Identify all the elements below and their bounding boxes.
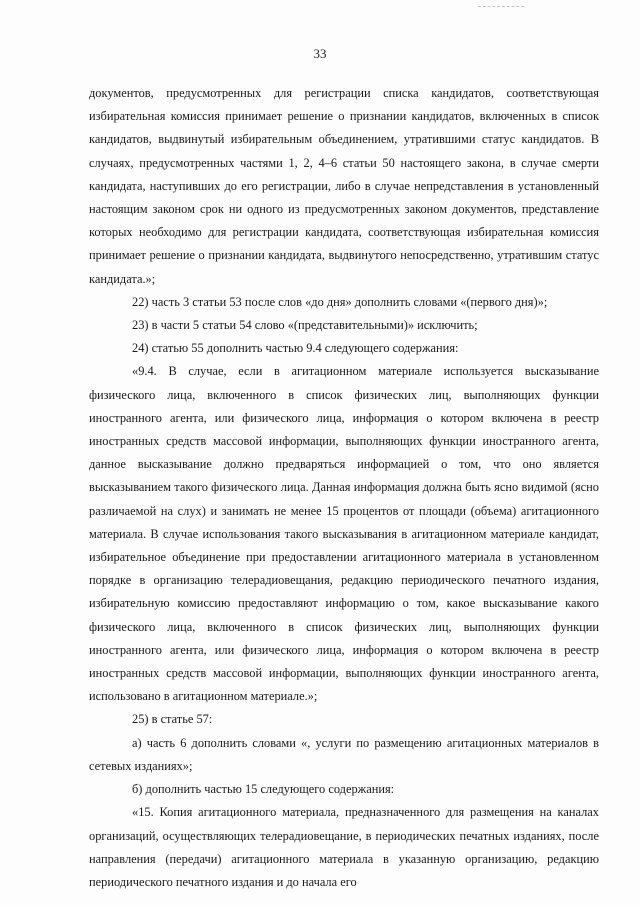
document-body [89,82,599,894]
page-number: 33 [313,46,327,61]
paragraph-section-9-4: «9.4. В случае, если в агитационном материале используется высказывание физического лица, включенного в список физических лиц, выполняющих функции иностранного агента, или физического лица, информация о котором включена в реестр иностранных средств массовой информации, выполняющих функции иностранного агента, данное высказывание должно предваряться информацией о том, что оно является высказыванием такого физического лица. Данная информация должна быть ясно видимой (ясно различаемой на слух) и занимать не менее 15 процентов от площади (объема) агитационного материала. В случае использования такого высказывания в агитационном материале кандидат, избирательное объединение при предоставлении агитационного материала в установленном порядке в организацию телерадиовещания, редакцию периодического печатного издания, избирательную комиссию предоставляют информацию о том, какое высказывание какого физического лица, включенного в список физических лиц, выполняющих функции иностранного агента, или физического лица, информация о котором включена в реестр иностранных средств массовой информации, выполняющих функции иностранного агента, использовано в агитационном материале.»; [89,364,599,704]
paragraph-section-15: «15. Копия агитационного материала, предназначенного для размещения на каналах организаций, осуществляющих телерадиовещание, в периодических печатных изданиях, после направления (передачи) агитационного материала в указанную организацию, редакцию периодического печатного издания и до начала его [89,805,599,889]
paragraph-item-25: 25) в статье 57: [132,712,213,727]
paragraph-item-24: 24) статью 55 дополнить частью 9.4 следующего содержания: [132,341,459,356]
paragraph-continuation: документов, предусмотренных для регистрации списка кандидатов, соответствующая избирательная комиссия принимает решение о признании кандидатов, включенных в список кандидатов, выдвинутый избирательным объединением, утратившими статус кандидатов. В случаях, предусмотренных частями 1, 2, 4–6 статьи 50 настоящего закона, в случае смерти кандидата, наступивших до его регистрации, либо в случае непредставления в установленный настоящим законом срок ни одного из предусмотренных законом документов, представление которых необходимо для регистрации кандидата, соответствующая избирательная комиссия принимает решение о признании кандидата, выдвинутого непосредственно, утратившим статус кандидата.»; [89,86,599,286]
paragraph-subitem-a: а) часть 6 дополнить словами «, услуги по размещению агитационных материалов в сетевых изданиях»; [89,735,599,773]
paragraph-subitem-b: б) дополнить частью 15 следующего содержания: [132,782,395,797]
paragraph-item-22: 22) часть 3 статьи 53 после слов «до дня» дополнить словами «(первого дня)»; [132,294,548,309]
scan-artifact-mark [478,6,524,9]
paragraph-item-23: 23) в части 5 статьи 54 слово «(представительными)» исключить; [132,318,478,333]
